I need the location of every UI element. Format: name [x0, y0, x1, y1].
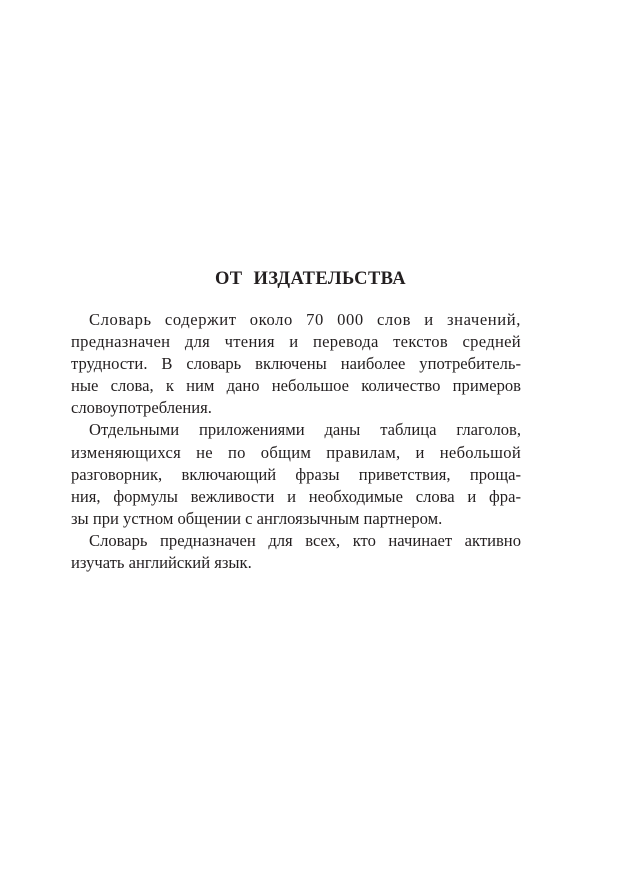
- text-line: изменяющихся не по общим правилам, и небольшой: [71, 442, 521, 462]
- text-line: зы при устном общении с англоязычным партнером.: [71, 508, 443, 528]
- text-line: ные слова, к ним дано небольшое количество примеров: [71, 376, 521, 396]
- page-title: ОТ ИЗДАТЕЛЬСТВА: [214, 269, 407, 289]
- body-text: [71, 309, 521, 574]
- text-line: словоупотребления.: [71, 398, 212, 418]
- paragraph: [71, 419, 521, 529]
- paragraph: [71, 309, 521, 419]
- text-line: Отдельными приложениями даны таблица глаголов,: [89, 420, 521, 440]
- paragraph: [71, 530, 521, 574]
- text-line: ния, формулы вежливости и необходимые слова и фра-: [71, 486, 521, 506]
- text-line: Словарь предназначен для всех, кто начинает активно: [89, 530, 521, 550]
- text-line: трудности. В словарь включены наиболее употребитель-: [71, 354, 521, 374]
- text-line: Словарь содержит около 70 000 слов и значений,: [89, 310, 521, 329]
- text-line: разговорник, включающий фразы приветствия, проща-: [71, 464, 521, 484]
- text-line: изучать английский язык.: [71, 553, 252, 573]
- text-line: предназначен для чтения и перевода текстов средней: [71, 332, 521, 352]
